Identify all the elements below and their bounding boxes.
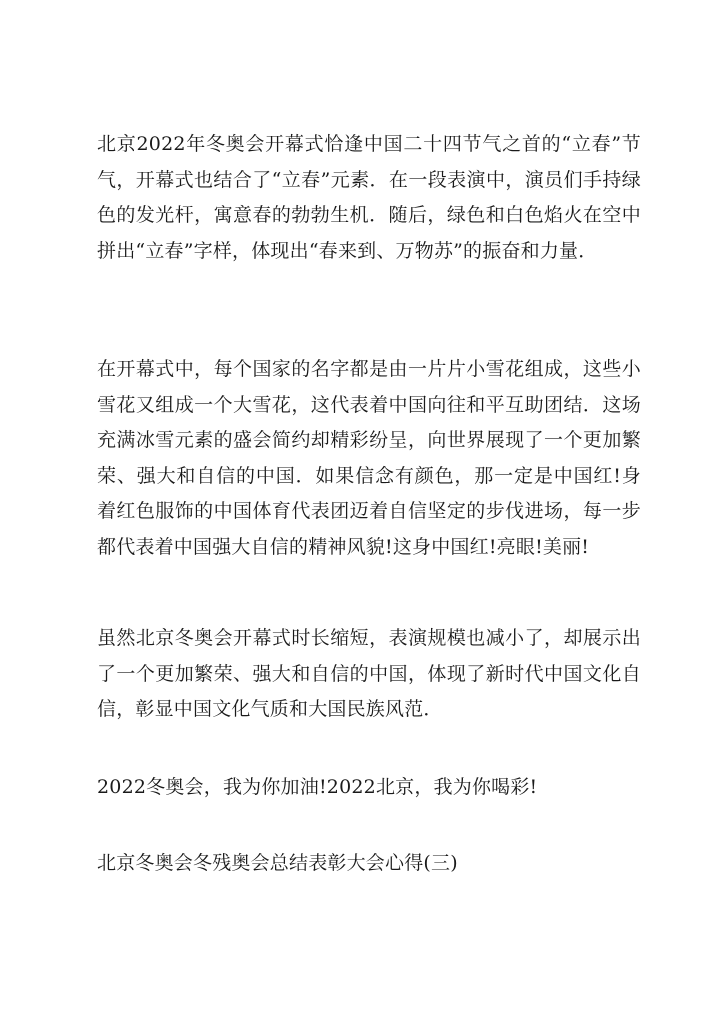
paragraph-opening-ceremony-lichun: 北京2022年冬奥会开幕式恰逢中国二十四节气之首的“立春”节气，开幕式也结合了“立春”元素．在一段表演中，演员们手持绿色的发光杆，寓意春的勃勃生机．随后，绿色和白色焰火在空中拼出“立春”字样，体现出“春来到、万物苏”的振奋和力量． bbox=[97, 133, 641, 262]
paragraph-snowflake-china-red: 在开幕式中，每个国家的名字都是由一片片小雪花组成，这些小雪花又组成一个大雪花，这代表着中国向往和平互助团结．这场充满冰雪元素的盛会简约却精彩纷呈，向世界展现了一个更加繁荣、强大和自信的中国．如果信念有颜色，那一定是中国红!身着红色服饰的中国体育代表团迈着自信坚定的步伐进场，每一步都代表着中国强大自信的精神风貌!这身中国红!亮眼!美丽! bbox=[97, 358, 641, 558]
section-heading: 北京冬奥会冬残奥会总结表彰大会心得(三) bbox=[97, 852, 458, 874]
paragraph-cheer: 2022冬奥会，我为你加油!2022北京，我为你喝彩! bbox=[97, 776, 538, 798]
paragraph-cultural-confidence: 虽然北京冬奥会开幕式时长缩短，表演规模也减小了，却展示出了一个更加繁荣、强大和自信的中国，体现了新时代中国文化自信，彰显中国文化气质和大国民族风范． bbox=[97, 627, 641, 720]
